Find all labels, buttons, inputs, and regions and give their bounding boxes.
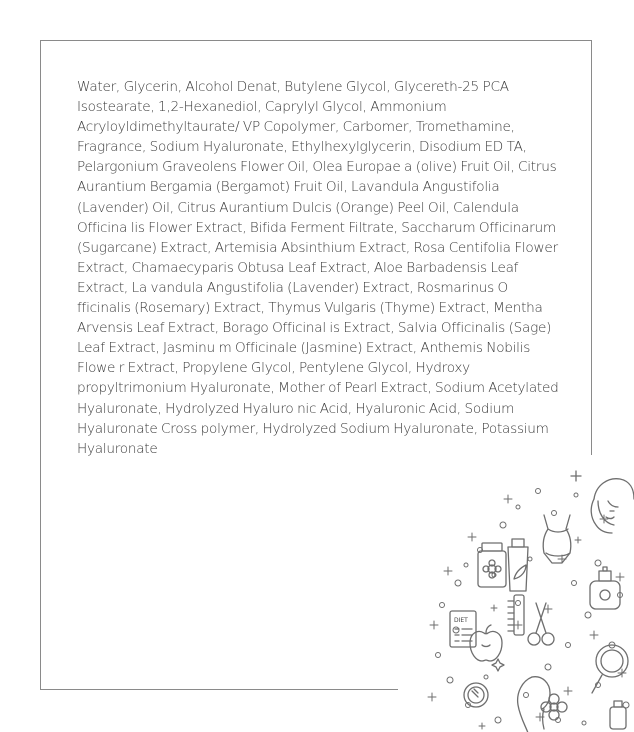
diet-list-icon — [450, 611, 476, 647]
cream-tube-icon — [508, 539, 528, 591]
perfume-bottle-icon — [590, 567, 620, 609]
woman-profile-icon — [518, 677, 550, 732]
diet-label: DIET — [454, 617, 468, 624]
hand-mirror-icon — [592, 645, 628, 693]
apple-icon — [470, 625, 502, 661]
swimsuit-icon — [543, 515, 571, 563]
ingredients-text: Water, Glycerin, Alcohol Denat, Butylene Glycol, Glycereth-25 PCA Isostearate, 1,2-Hexanediol, Caprylyl Glycol, Ammonium Acryloyldimethyltaurate/ VP Copolymer, Carbomer, Tromethamine, Fragrance, Sodium Hyaluronate, Ethylhexylglycerin, Disodium ED TA, Pelargonium Graveolens Flower Oil, Olea Europae a (olive) Fruit Oil, Citrus Aurantium Bergamia (Bergamot) Fruit Oil, Lavandula Angustifolia (Lavender) Oil, Citrus Aurantium Dulcis (Orange) Peel Oil, Calendula Officina lis Flower Extract, Bifida Ferment Filtrate, Saccharum Officinarum (Sugarcane) Extract, Artemisia Absinthium Extract, Rosa Centifolia Flower Extract, Chamaecyparis Obtusa Leaf Extract, Aloe Barbadensis Leaf Extract, La vandula Angustifolia (Lavender) Extract, Rosmarinus O fficinalis (Rosemary) Extract, Thymus Vulgaris (Thyme) Extract, Mentha Arvensis Leaf Extract, Borago Officinal is Extract, Salvia Officinalis (Sage) Leaf Extract, Jasminu m Officinale (Jasmine) Extract, Anthemis Nobilis Flowe r Extract, Propylene Glycol, Pentylene Glycol, Hydroxy propyltrimonium Hyaluronate, Mother of Pearl Extract, Sodium Acetylated Hyaluronate, Hydrolyzed Hyaluro nic Acid, Hyaluronic Acid, Sodium Hyaluronate Cross polymer, Hydrolyzed Sodium Hyaluronate, Potassium Hyaluronate — [77, 79, 559, 457]
woman-face-icon — [591, 479, 634, 533]
cosmetic-jar-icon — [478, 543, 506, 587]
scatter-sparkles — [428, 495, 626, 729]
compact-mirror-icon — [464, 683, 488, 707]
beauty-icons-decoration — [398, 455, 634, 732]
scatter-dots — [436, 489, 630, 726]
small-bottle-icon — [610, 701, 626, 729]
